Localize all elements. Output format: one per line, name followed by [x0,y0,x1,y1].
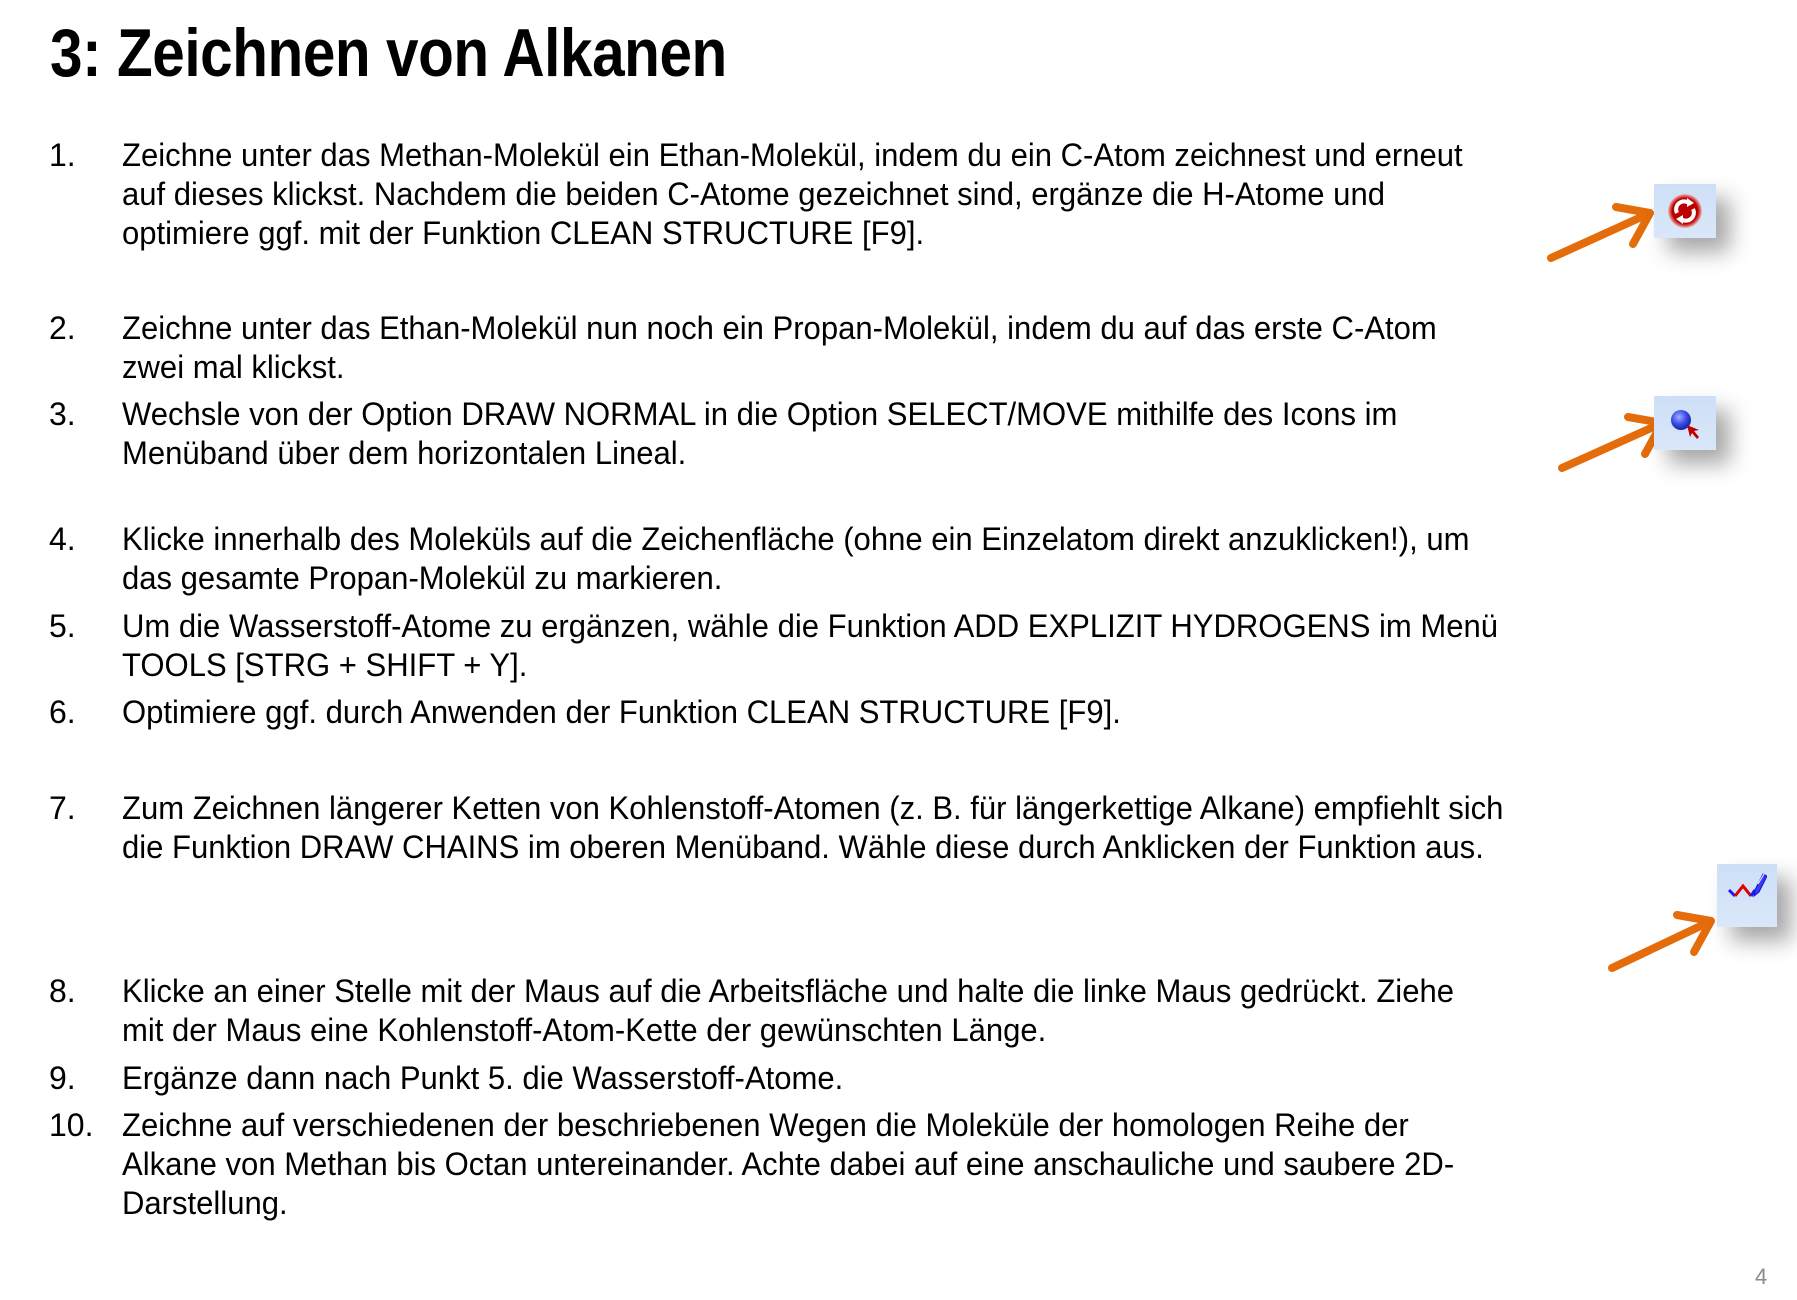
item-text-line: Zeichne auf verschiedenen der beschriebenen Wegen die Moleküle der homologen Reihe der [122,1107,1409,1143]
item-text-line: zwei mal klickst. [122,349,345,385]
item-number: 10. [49,1107,94,1143]
clean-structure-icon [1654,184,1716,238]
item-number: 1. [49,137,76,173]
draw-chains-icon [1717,864,1777,927]
item-text-line: Zeichne unter das Methan-Molekül ein Ethan-Molekül, indem du ein C-Atom zeichnest und erneut [122,137,1463,173]
page-number: 4 [1755,1264,1768,1289]
item-text-line: Alkane von Methan bis Octan untereinander. Achte dabei auf eine anschauliche und saubere 2D- [122,1146,1455,1182]
item-text-line: Wechsle von der Option DRAW NORMAL in die Option SELECT/MOVE mithilfe des Icons im [122,396,1398,432]
item-text-line: Menüband über dem horizontalen Lineal. [122,435,687,471]
item-number: 5. [49,608,76,644]
item-text-line: Klicke an einer Stelle mit der Maus auf die Arbeitsfläche und halte die linke Maus gedrückt. Ziehe [122,973,1454,1009]
item-text-line: das gesamte Propan-Molekül zu markieren. [122,560,723,596]
item-number: 2. [49,310,76,346]
item-number: 8. [49,973,76,1009]
item-text-line: Klicke innerhalb des Moleküls auf die Zeichenfläche (ohne ein Einzelatom direkt anzuklicken!), um [122,521,1470,557]
item-text-line: Zeichne unter das Ethan-Molekül nun noch ein Propan-Molekül, indem du auf das erste C-Atom [122,310,1437,346]
item-number: 4. [49,521,76,557]
select-move-icon [1654,396,1716,450]
item-text-line: auf dieses klickst. Nachdem die beiden C-Atome gezeichnet sind, ergänze die H-Atome und [122,176,1385,212]
item-number: 9. [49,1060,76,1096]
item-text-line: mit der Maus eine Kohlenstoff-Atom-Kette der gewünschten Länge. [122,1012,1047,1048]
item-number: 7. [49,790,76,826]
arrow-icon [1562,417,1662,468]
item-text-line: optimiere ggf. mit der Funktion CLEAN STRUCTURE [F9]. [122,215,925,251]
arrow-icon [1551,207,1650,258]
item-text-line: Optimiere ggf. durch Anwenden der Funktion CLEAN STRUCTURE [F9]. [122,694,1121,730]
item-text-line: Ergänze dann nach Punkt 5. die Wasserstoff-Atome. [122,1060,844,1096]
item-number: 3. [49,396,76,432]
item-text-line: TOOLS [STRG + SHIFT + Y]. [122,647,528,683]
arrow-icon [1612,915,1711,968]
item-text-line: Zum Zeichnen längerer Ketten von Kohlenstoff-Atomen (z. B. für längerkettige Alkane) empfiehlt sich [122,790,1504,826]
item-text-line: die Funktion DRAW CHAINS im oberen Menüband. Wähle diese durch Anklicken der Funktion aus. [122,829,1484,865]
item-text-line: Darstellung. [122,1185,288,1221]
item-text-line: Um die Wasserstoff-Atome zu ergänzen, wähle die Funktion ADD EXPLIZIT HYDROGENS im Menü [122,608,1499,644]
item-number: 6. [49,694,76,730]
slide-title: 3: Zeichnen von Alkanen [50,15,727,91]
